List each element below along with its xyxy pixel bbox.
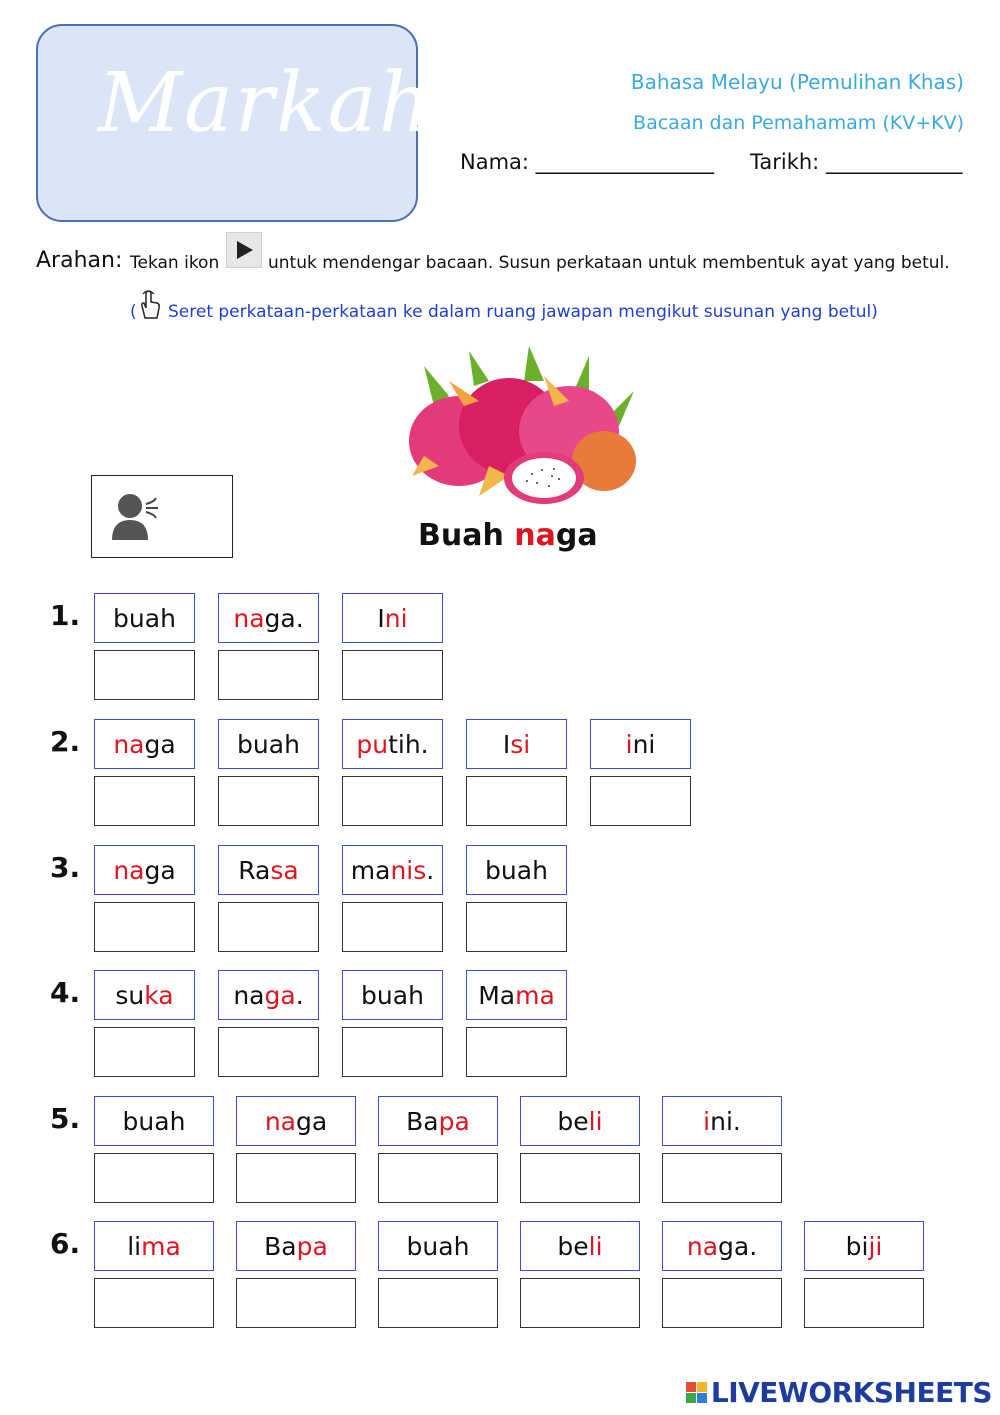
answer-slot[interactable]: [662, 1278, 782, 1328]
drag-paren: (: [130, 302, 137, 322]
answer-slot[interactable]: [342, 650, 443, 700]
play-icon[interactable]: [226, 232, 262, 268]
date-field[interactable]: Tarikh: _____________: [750, 150, 963, 174]
word-tile[interactable]: [378, 1096, 498, 1146]
word-tile[interactable]: [520, 1221, 640, 1271]
instructions-label: Arahan:: [36, 248, 123, 273]
answer-slot[interactable]: [466, 776, 567, 826]
word-tile[interactable]: [218, 593, 319, 643]
answer-slot[interactable]: [236, 1153, 356, 1203]
answer-slot[interactable]: [520, 1278, 640, 1328]
word-tile[interactable]: [236, 1096, 356, 1146]
question-number: 2.: [50, 725, 81, 758]
word-syllable: buah: [237, 729, 300, 759]
answer-slot[interactable]: [94, 1278, 214, 1328]
word-syllable: tih.: [388, 729, 429, 759]
word-syllable: ni.: [710, 1106, 741, 1136]
word-syllable: ni: [632, 729, 656, 759]
word-syllable: ni: [384, 603, 408, 633]
question-number: 6.: [50, 1227, 81, 1260]
word-syllable: su: [115, 980, 145, 1010]
word-syllable: Ma: [478, 980, 516, 1010]
word-tile[interactable]: [218, 970, 319, 1020]
word-syllable: ma: [515, 980, 555, 1010]
word-syllable: .: [426, 855, 435, 885]
logo-cubes-icon: [686, 1382, 707, 1403]
answer-slot[interactable]: [378, 1278, 498, 1328]
dragon-fruit-image: [404, 346, 644, 510]
word-syllable: si: [510, 729, 531, 759]
word-tile[interactable]: [342, 719, 443, 769]
answer-slot[interactable]: [804, 1278, 924, 1328]
word-tile[interactable]: [662, 1221, 782, 1271]
answer-slot[interactable]: [218, 650, 319, 700]
word-tile[interactable]: [236, 1221, 356, 1271]
word-syllable: ma: [350, 855, 391, 885]
instructions-text-1: Tekan ikon: [130, 253, 220, 273]
word-syllable: pa: [438, 1106, 470, 1136]
answer-slot[interactable]: [94, 776, 195, 826]
answer-slot[interactable]: [94, 902, 195, 952]
word-syllable: ga.: [264, 603, 304, 633]
word-tile[interactable]: [804, 1221, 924, 1271]
score-box: [36, 24, 434, 222]
answer-slot[interactable]: [466, 902, 567, 952]
word-tile[interactable]: [94, 970, 195, 1020]
answer-slot[interactable]: [94, 650, 195, 700]
answer-slot[interactable]: [94, 1153, 214, 1203]
word-syllable: na: [113, 855, 145, 885]
answer-slot[interactable]: [94, 1027, 195, 1077]
word-syllable: li: [127, 1231, 142, 1261]
answer-slot[interactable]: [218, 902, 319, 952]
word-syllable: ji: [868, 1231, 883, 1261]
answer-slot[interactable]: [590, 776, 691, 826]
word-tile[interactable]: [218, 845, 319, 895]
word-syllable: li: [588, 1106, 603, 1136]
word-syllable: ga: [264, 980, 296, 1010]
word-syllable: buah: [485, 855, 548, 885]
word-syllable: buah: [122, 1106, 186, 1136]
word-syllable: ga: [295, 1106, 328, 1136]
word-tile[interactable]: [342, 593, 443, 643]
word-syllable: bi: [845, 1231, 869, 1261]
word-syllable: pa: [296, 1231, 328, 1261]
answer-slot[interactable]: [662, 1153, 782, 1203]
answer-slot[interactable]: [342, 1027, 443, 1077]
question-number: 4.: [50, 976, 81, 1009]
instructions-text-2: untuk mendengar bacaan. Susun perkataan untuk membentuk ayat yang betul.: [268, 253, 950, 273]
word-syllable: ma: [141, 1231, 181, 1261]
answer-slot[interactable]: [236, 1278, 356, 1328]
word-tile[interactable]: [94, 719, 195, 769]
topic-title: Bacaan dan Pemahamam (KV+KV): [633, 112, 964, 134]
word-syllable: i: [703, 1106, 711, 1136]
audio-player[interactable]: [91, 475, 233, 558]
word-tile[interactable]: [466, 719, 567, 769]
word-syllable: Ba: [406, 1106, 439, 1136]
answer-slot[interactable]: [378, 1153, 498, 1203]
word-syllable: Ba: [264, 1231, 297, 1261]
answer-slot[interactable]: [218, 1027, 319, 1077]
question-number: 1.: [50, 599, 81, 632]
word-tile[interactable]: [662, 1096, 782, 1146]
word-syllable: na: [113, 729, 145, 759]
word-tile[interactable]: [466, 970, 567, 1020]
answer-slot[interactable]: [520, 1153, 640, 1203]
word-syllable: na: [233, 980, 265, 1010]
answer-slot[interactable]: [466, 1027, 567, 1077]
word-syllable: na: [264, 1106, 296, 1136]
brand-text: LIVEWORKSHEETS: [710, 1376, 992, 1409]
word-syllable: I: [502, 729, 511, 759]
word-syllable: I: [377, 603, 385, 633]
subject-title: Bahasa Melayu (Pemulihan Khas): [630, 70, 964, 94]
word-syllable: sa: [270, 855, 299, 885]
word-syllable: buah: [361, 980, 424, 1010]
word-syllable: buah: [113, 603, 176, 633]
word-syllable: nis: [390, 855, 427, 885]
word-syllable: Ra: [238, 855, 271, 885]
word-syllable: be: [557, 1106, 589, 1136]
word-syllable: ga: [144, 729, 176, 759]
word-tile[interactable]: [218, 719, 319, 769]
word-syllable: i: [625, 729, 633, 759]
word-syllable: na: [686, 1231, 719, 1261]
answer-slot[interactable]: [342, 776, 443, 826]
question-number: 5.: [50, 1102, 81, 1135]
word-syllable: li: [588, 1231, 603, 1261]
word-syllable: ga: [144, 855, 176, 885]
name-field[interactable]: Nama: _________________: [460, 150, 715, 174]
drag-hand-icon: [136, 288, 164, 324]
word-tile[interactable]: [94, 1096, 214, 1146]
word-syllable: be: [557, 1231, 589, 1261]
word-tile[interactable]: [342, 845, 443, 895]
word-tile[interactable]: [94, 1221, 214, 1271]
word-syllable: .: [295, 980, 304, 1010]
drag-instruction: Seret perkataan-perkataan ke dalam ruang jawapan mengikut susunan yang betul): [168, 302, 878, 322]
word-tile[interactable]: [94, 845, 195, 895]
word-tile[interactable]: [590, 719, 691, 769]
answer-slot[interactable]: [342, 902, 443, 952]
liveworksheets-logo: [686, 1376, 992, 1409]
word-tile[interactable]: [378, 1221, 498, 1271]
word-syllable: ka: [144, 980, 174, 1010]
word-tile[interactable]: [94, 593, 195, 643]
word-tile[interactable]: [520, 1096, 640, 1146]
word-syllable: buah: [406, 1231, 470, 1261]
speaking-person-icon[interactable]: [110, 490, 160, 546]
question-number: 3.: [50, 851, 81, 884]
score-label: Markah: [98, 56, 434, 151]
word-syllable: na: [233, 603, 265, 633]
word-syllable: ga.: [718, 1231, 758, 1261]
word-tile[interactable]: [466, 845, 567, 895]
answer-slot[interactable]: [218, 776, 319, 826]
image-caption: Buah naga: [418, 518, 598, 553]
word-tile[interactable]: [342, 970, 443, 1020]
word-syllable: pu: [356, 729, 389, 759]
